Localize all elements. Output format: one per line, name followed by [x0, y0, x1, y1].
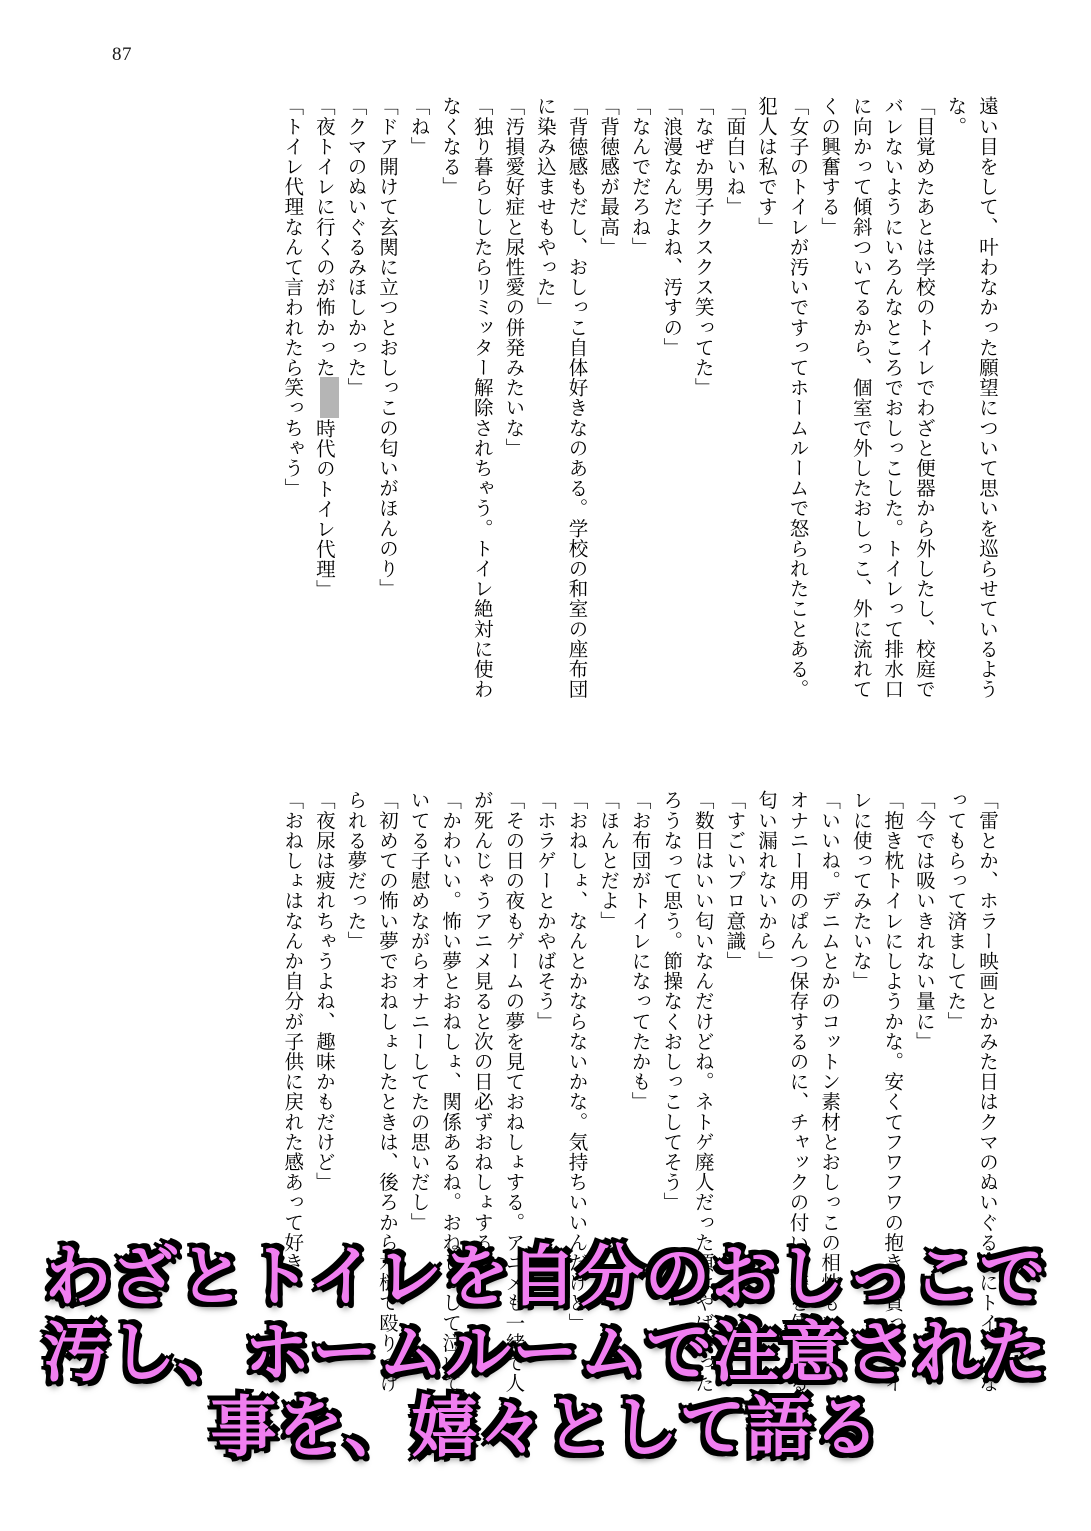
text-column: 「おねしょ、なんとかならないかな。気持ちいいんだけど」: [565, 790, 589, 1333]
text-column: が死んじゃうアニメ見ると次の日必ずおねしょする」: [470, 790, 494, 1273]
text-column: ろうなって思う。節操なくおしっこしてそう」: [660, 790, 684, 1213]
text-column: 「なぜか男子クスクス笑ってた」: [691, 96, 715, 398]
text-column: いてる子慰めながらオナニーしてたの思いだし」: [407, 790, 431, 1233]
text-column: 「夜尿は疲れちゃうよね、趣味かもだけど」: [312, 790, 336, 1192]
text-column: 「背徳感もだし、おしっこ自体好きなのある。学校の和室の座布団: [565, 96, 589, 699]
page-number: 87: [112, 44, 132, 65]
text-column: バレないようにいろんなところでおしっこした。トイレって排水口: [881, 96, 905, 699]
text-column: 「雷とか、ホラー映画とかみた日はクマのぬいぐるみにトイレにな: [976, 790, 999, 1393]
text-column: 「トイレ代理なんて言われたら笑っちゃう」: [281, 96, 305, 498]
text-column: 「浪漫なんだよね、汚すの」: [660, 96, 684, 358]
redaction-mark: [320, 398, 340, 418]
text-column: 「目覚めたあとは学校のトイレでわざと便器から外したし、校庭で: [912, 96, 936, 699]
text-column: レに使ってみたいな」: [849, 790, 873, 991]
text-column: 「背徳感が最高」: [597, 96, 621, 257]
text-column: 「その日の夜もゲームの夢を見ておねしょする。アニメも一緒で人: [502, 790, 526, 1393]
body-text-top: [277, 96, 1003, 716]
text-column: 「今では吸いきれない量に」: [912, 790, 936, 1052]
text-column: 「面白いね」: [723, 96, 747, 217]
text-column: 「おねしょはなんか自分が子供に戻れた感あって好き」: [281, 790, 305, 1293]
text-column: 「女子のトイレが汚いですってホームルームで怒られたことある。: [786, 96, 810, 699]
text-column: 「お布団がトイレになってたかも」: [628, 790, 652, 1112]
text-column: 「汚損愛好症と尿性愛の併発みたいな」: [502, 96, 526, 458]
text-column: 「いいね。デニムとかのコットン素材とおしっこの相性もいいよ。: [818, 790, 842, 1393]
text-column: 「初めての怖い夢でおねしょしたときは、後ろから木槌で殴りつけ: [376, 790, 400, 1393]
text-column: 「ほんとだよ」: [597, 790, 621, 931]
text-column: 「なんでだろね」: [628, 96, 652, 257]
text-column: 「夜トイレに行くのが怖かった時代のトイレ代理」: [308, 96, 340, 716]
text-column: 「すごいプロ意識」: [723, 790, 747, 971]
text-column: な。: [944, 96, 968, 137]
caption-line-3: 事を、嬉々として語る: [210, 1388, 881, 1466]
text-column: 「かわいい。怖い夢とおねしょ、関係あるね。おねしょして泣いて: [439, 790, 463, 1393]
text-column: に向かって傾斜ついてるから、個室で外したおしっこ、外に流れて: [849, 96, 873, 699]
redaction-mark: [320, 377, 340, 397]
text-column: 「クマのぬいぐるみほしかった」: [344, 96, 368, 398]
caption-line-2: 汚し、ホームルームで注意された: [43, 1313, 1048, 1391]
caption-line-1: わざとトイレを自分のおしっこで: [44, 1238, 1047, 1316]
text-column: くの興奮する」: [818, 96, 842, 237]
text-column: なくなる」: [439, 96, 463, 197]
text-column: 「数日はいい匂いなんだけどね。ネトゲ廃人だった頃はやばかった: [691, 790, 715, 1393]
text-column: オナニー用のぱんつ保存するのに、チャックの付いた袋を使ってる。: [786, 790, 810, 1414]
text-column: ってもらって済ましてた」: [944, 790, 968, 1032]
text-column: に染み込ませもやった」: [533, 96, 557, 318]
text-column: 犯人は私です」: [754, 96, 778, 237]
text-column: 遠い目をして、叶わなかった願望について思いを巡らせているよう: [976, 96, 999, 699]
text-column: られる夢だった」: [344, 790, 368, 951]
text-column: 匂い漏れないから」: [754, 790, 778, 971]
text-column: 「独り暮らししたらリミッター解除されちゃう。トイレ絶対に使わ: [470, 96, 494, 699]
text-column: 「ね」: [407, 96, 431, 157]
text-column: 「ホラゲーとかやばそう」: [533, 790, 557, 1032]
text-column: 「ドア開けて玄関に立つとおしっこの匂いがほんのり」: [376, 96, 400, 599]
text-column: 「抱き枕トイレにしようかな。安くてフワフワの抱き枕買ってトイ: [881, 790, 905, 1393]
